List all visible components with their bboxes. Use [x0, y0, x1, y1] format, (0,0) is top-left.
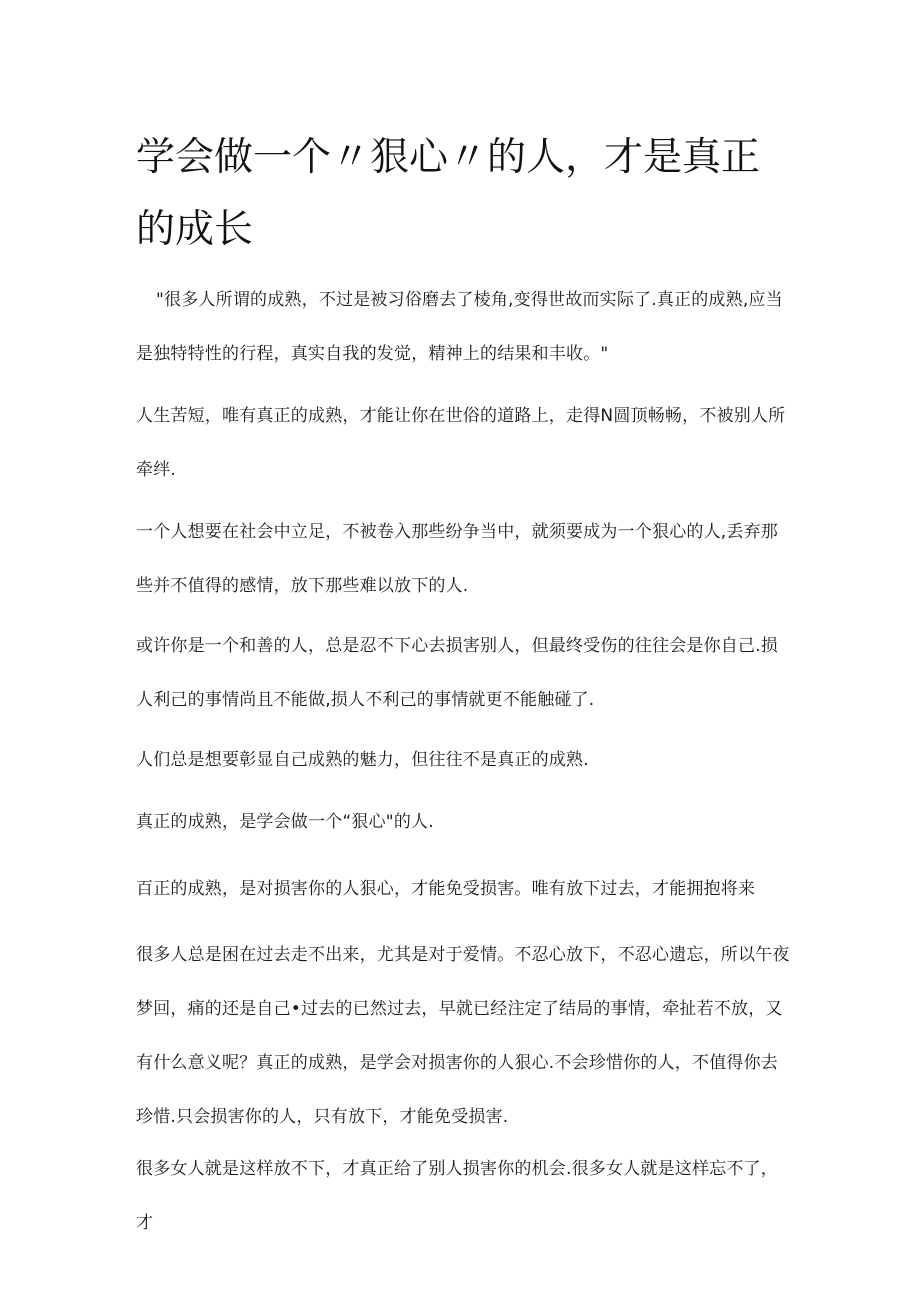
paragraph-8: 很多人总是困在过去走不出来，尤其是对于爱情。不忍心放下，不忍心遗忘，所以午夜梦回，痛的还是自己•过去的已然过去，早就已经注定了结局的事情，牵扯若不放，又有什么意义呢？真正的成熟，是学会对损害你的人狠心.不会珍惜你的人，不值得你去珍惜.只会损害你的人，只有放下，才能免受损害.: [136, 945, 790, 1127]
paragraph-6: 真正的成熟，是学会做一个“狠心"的人.: [136, 812, 434, 832]
paragraph-9: 很多女人就是这样放不下，才真正给了别人损害你的机会.很多女人就是这样忘不了，才: [136, 1159, 779, 1233]
paragraph-2: 人生苦短，唯有真正的成熟，才能让你在世俗的道路上，走得N圆顶畅畅，不被别人所牵绊.: [136, 406, 786, 480]
page-title: 学会做一个〃狠心〃的人，才是真正的成长: [136, 135, 761, 252]
paragraph-4: 或许你是一个和善的人，总是忍不下心去损害别人，但最终受伤的往往会是你自己.损人利己的事情尚且不能做,损人不利己的事情就更不能触碰了.: [136, 636, 779, 710]
quote-paragraph: "很多人所谓的成熟，不过是被习俗磨去了棱角,变得世故而实际了.真正的成熟,应当是独特特性的行程，真实自我的发觉，精神上的结果和丰收。": [136, 290, 783, 364]
paragraph-5: 人们总是想要彰显自己成熟的魅力，但往往不是真正的成熟.: [136, 750, 589, 770]
paragraph-7: 百正的成熟，是对损害你的人狠心，才能免受损害。唯有放下过去，才能拥抱将来: [136, 879, 756, 899]
paragraph-3: 一个人想要在社会中立足，不被卷入那些纷争当中，就须要成为一个狠心的人,丢弃那些并不值得的感情，放下那些难以放下的人.: [136, 522, 779, 596]
